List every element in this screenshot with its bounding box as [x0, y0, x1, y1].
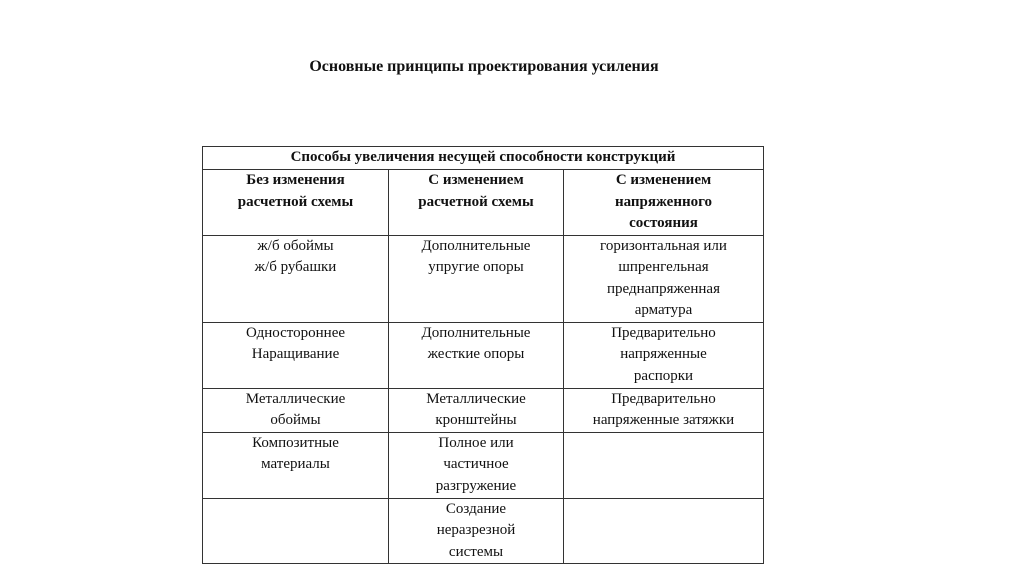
- column-header-with-scheme-change: С изменением расчетной схемы: [389, 170, 564, 236]
- table-cell: Металлические кронштейны: [389, 388, 564, 432]
- table-cell: [203, 498, 389, 564]
- table-main-header: Способы увеличения несущей способности конструкций: [203, 147, 764, 170]
- column-header-with-stress-change: С изменением напряженного состояния: [564, 170, 764, 236]
- table-cell: Металлические обоймы: [203, 388, 389, 432]
- column-header-without-scheme-change: Без изменения расчетной схемы: [203, 170, 389, 236]
- table-cell: Полное или частичное разгружение: [389, 432, 564, 498]
- table-column-header-row: [203, 170, 764, 236]
- slide-title: Основные принципы проектирования усиления: [309, 58, 659, 75]
- table-cell: Создание неразрезной системы: [389, 498, 564, 564]
- table-cell: горизонтальная или шпренгельная преднапряженная арматура: [564, 235, 764, 322]
- table-cell: Одностороннее Наращивание: [203, 322, 389, 388]
- table-cell: Предварительно напряженные распорки: [564, 322, 764, 388]
- table-cell: Дополнительные упругие опоры: [389, 235, 564, 322]
- table-cell: ж/б обоймы ж/б рубашки: [203, 235, 389, 322]
- table-main-header-row: [203, 147, 764, 170]
- table-row: [203, 235, 764, 322]
- table-cell: Предварительно напряженные затяжки: [564, 388, 764, 432]
- table-row: [203, 498, 764, 564]
- table-row: [203, 432, 764, 498]
- table-row: [203, 322, 764, 388]
- table-cell: Дополнительные жесткие опоры: [389, 322, 564, 388]
- table-row: [203, 388, 764, 432]
- reinforcement-methods-table: [202, 146, 764, 564]
- table-cell: [564, 498, 764, 564]
- table-cell: [564, 432, 764, 498]
- table-cell: Композитные материалы: [203, 432, 389, 498]
